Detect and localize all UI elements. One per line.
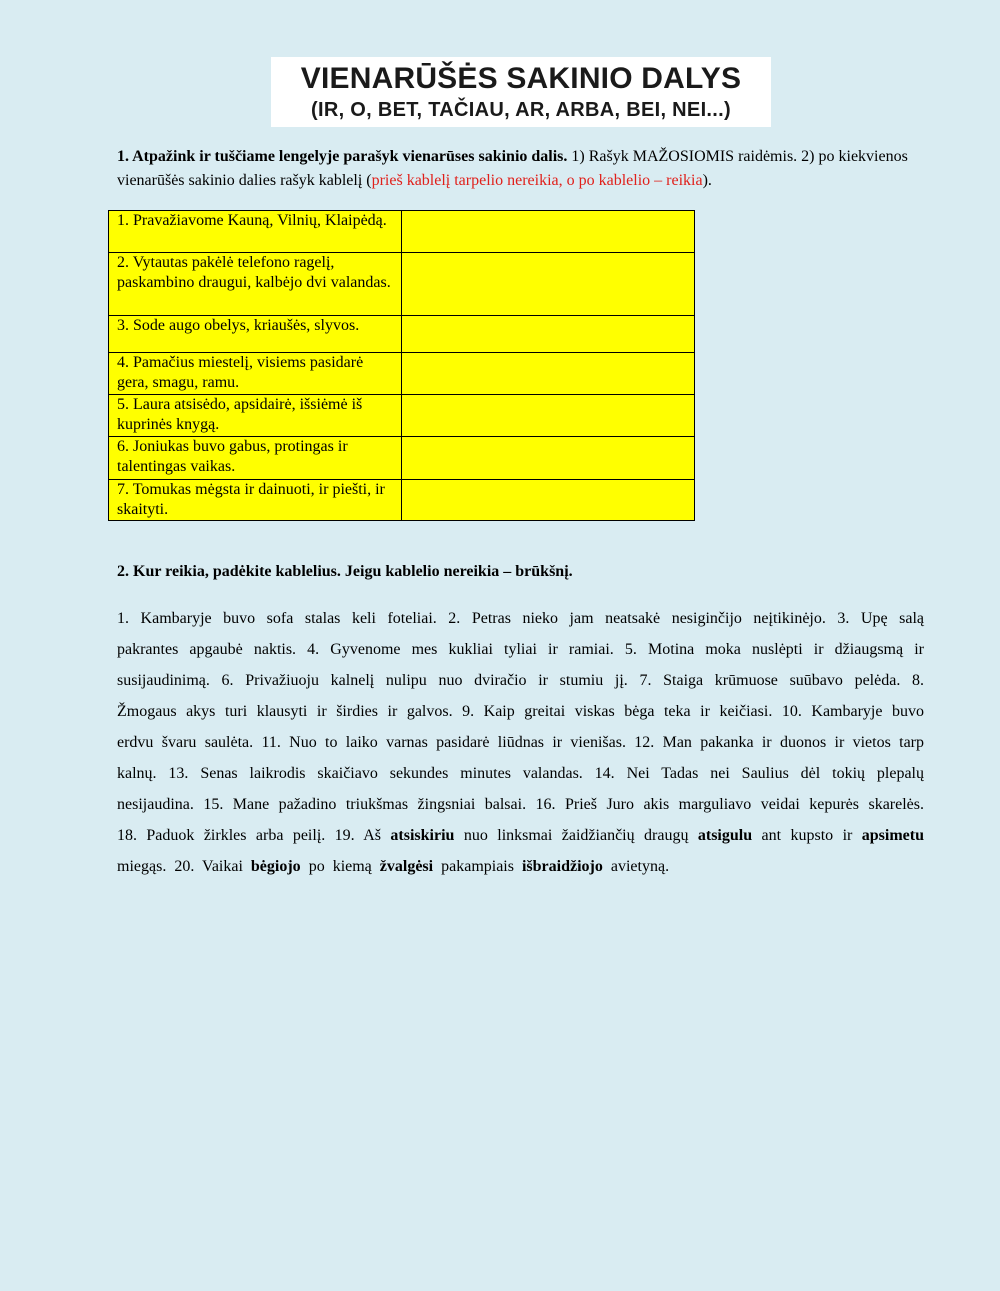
task2-sentences xyxy=(117,603,924,882)
answer-cell[interactable] xyxy=(401,253,694,316)
task1-heading: 1. Atpažink ir tuščiame lengelyje parašyk vienarūses sakinio dalis. xyxy=(117,148,568,165)
task2-bold-verb: atsigulu xyxy=(697,827,753,844)
task2-text: 1. Kambaryje buvo sofa stalas keli foteliai. 2. Petras nieko jam neatsakė nesiginčijo neįtikinėjo. 3. Upę salą pakrantes apgaubė naktis. 4. Gyvenome mes kukliai tyliai ir ramiai. 5. Motina moka nuslėpti ir džiaugsmą ir susijaudinimą. 6. Privažiuoju kalnelį nulipu nuo dviračio ir stumiu jį. 7. Staiga krūmuose suūbavo pelėda. 8. Žmogaus akys turi klausyti ir širdies ir galvos. 9. Kaip greitai viskas bėga teka ir keičiasi. 10. Kambaryje buvo erdvu švaru saulėta. 11. Nuo to laiko varnas pasidarė liūdnas ir vienišas. 12. Man pakanka ir duonos ir vietos tarp kalnų. 13. Senas laikrodis skaičiavo sekundes minutes valandas. 14. Nei Tadas nei Saulius dėl tokių plepalų nesijaudina. 15. Mane pažadino triukšmas žingsniai balsai. 16. Prieš Juro akis marguliavo veidai kepurės skarelės. 18. Paduok žirkles arba peilį. 19. Aš xyxy=(117,610,924,844)
task2-text: nuo linksmai žaidžiančių draugų xyxy=(454,827,698,844)
sentence-cell: 6. Joniukas buvo gabus, protingas ir talentingas vaikas. xyxy=(109,437,402,480)
task2-bold-verb: atsiskiriu xyxy=(390,827,455,844)
table-row xyxy=(109,211,695,253)
table-row xyxy=(109,316,695,353)
task2-text: po kiemą xyxy=(300,858,380,875)
title-banner xyxy=(271,57,771,127)
answer-cell[interactable] xyxy=(401,353,694,395)
sentence-cell: 4. Pamačius miestelį, visiems pasidarė gera, smagu, ramu. xyxy=(109,353,402,395)
page-title: VIENARŪŠĖS SAKINIO DALYS xyxy=(300,62,742,95)
table-row xyxy=(109,253,695,316)
task1-instructions xyxy=(117,145,927,193)
task2-text: pakampiais xyxy=(433,858,522,875)
task2-bold-verb: žvalgėsi xyxy=(379,858,434,875)
task2-text: miegąs. 20. Vaikai xyxy=(117,858,251,875)
exercise-table xyxy=(108,210,695,521)
task2-heading: 2. Kur reikia, padėkite kablelius. Jeigu kablelio nereikia – brūkšnį. xyxy=(117,563,573,580)
task2-bold-verb: išbraidžiojo xyxy=(521,858,603,875)
task1-instruction-part-a: 1) Rašyk MAŽOSIOMIS raidėmis. 2) po kiekvienos vienarūšės sakinio dalies rašyk kablelį ( xyxy=(117,148,908,189)
task1-instruction-part-b: ). xyxy=(702,172,712,189)
task2-text: ant kupsto ir xyxy=(752,827,862,844)
sentence-cell: 7. Tomukas mėgsta ir dainuoti, ir piešti, ir skaityti. xyxy=(109,480,402,521)
table-row xyxy=(109,480,695,521)
answer-cell[interactable] xyxy=(401,211,694,253)
answer-cell[interactable] xyxy=(401,395,694,437)
sentence-cell: 1. Pravažiavome Kauną, Vilnių, Klaipėdą. xyxy=(109,211,402,253)
answer-cell[interactable] xyxy=(401,316,694,353)
table-row xyxy=(109,437,695,480)
page-subtitle: (IR, O, BET, TAČIAU, AR, ARBA, BEI, NEI...) xyxy=(311,99,731,121)
table-row xyxy=(109,395,695,437)
sentence-cell: 2. Vytautas pakėlė telefono ragelį, paskambino draugui, kalbėjo dvi valandas. xyxy=(109,253,402,316)
table-row xyxy=(109,353,695,395)
sentence-cell: 3. Sode augo obelys, kriaušės, slyvos. xyxy=(109,316,402,353)
task1-instruction-red: prieš kablelį tarpelio nereikia, o po kablelio – reikia xyxy=(371,172,703,189)
task2-bold-verb: apsimetu xyxy=(861,827,924,844)
task2-bold-verb: bėgiojo xyxy=(250,858,301,875)
answer-cell[interactable] xyxy=(401,437,694,480)
answer-cell[interactable] xyxy=(401,480,694,521)
task2-text: avietyną. xyxy=(602,858,670,875)
sentence-cell: 5. Laura atsisėdo, apsidairė, išsiėmė iš kuprinės knygą. xyxy=(109,395,402,437)
